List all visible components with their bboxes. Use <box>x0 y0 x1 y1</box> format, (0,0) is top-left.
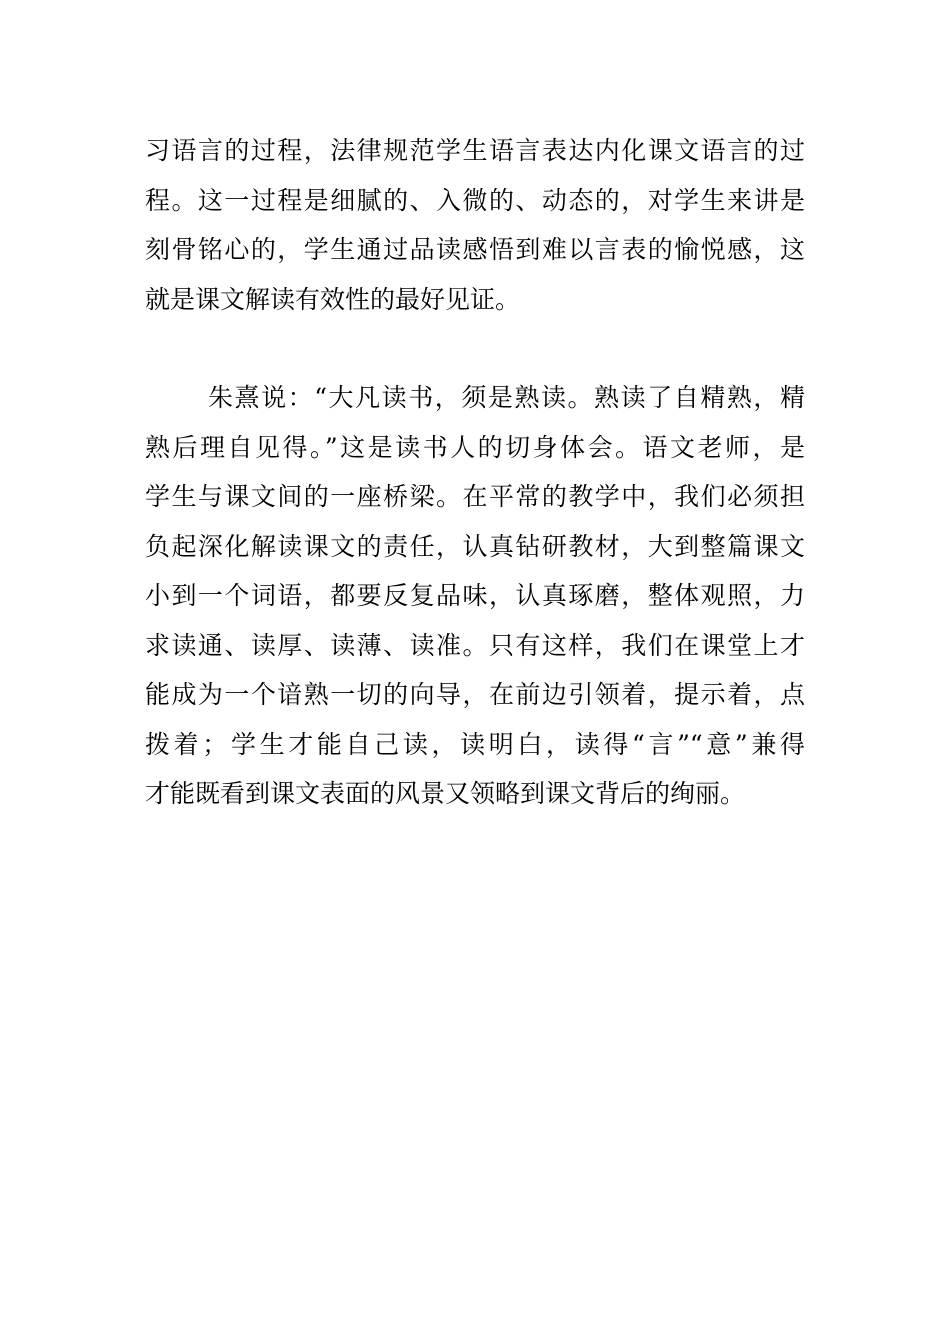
paragraph-line: 负起深化解读课文的责任，认真钻研教材，大到整篇课文 <box>145 531 805 561</box>
paragraph-1 <box>145 126 805 324</box>
paragraph-line: 刻骨铭心的，学生通过品读感悟到难以言表的愉悦感，这 <box>145 235 805 264</box>
paragraph-line: 才能既看到课文表面的风景又领略到课文背后的绚丽。 <box>145 779 746 808</box>
paragraph-2 <box>145 373 805 819</box>
paragraph-line: 小到一个词语，都要反复品味，认真琢磨，整体观照，力 <box>145 581 805 610</box>
paragraph-line: 熟后理自见得。”这是读书人的切身体会。语文老师，是 <box>145 432 805 462</box>
paragraph-line: 学生与课文间的一座桥梁。在平常的教学中，我们必须担 <box>145 482 805 511</box>
paragraph-line: 求读通、读厚、读薄、读准。只有这样，我们在课堂上才 <box>145 630 805 660</box>
paragraph-line: 就是课文解读有效性的最好见证。 <box>145 284 521 314</box>
paragraph-line: 朱熹说：“大凡读书，须是熟读。熟读了自精熟，精 <box>208 383 805 412</box>
paragraph-line: 拨着；学生才能自己读，读明白，读得“言”“意”兼得 <box>145 729 805 759</box>
paragraph-line: 程。这一过程是细腻的、入微的、动态的，对学生来讲是 <box>145 185 805 215</box>
paragraph-line: 能成为一个谙熟一切的向导，在前边引领着，提示着，点 <box>145 680 805 709</box>
paragraph-line: 习语言的过程，法律规范学生语言表达内化课文语言的过 <box>145 136 805 165</box>
